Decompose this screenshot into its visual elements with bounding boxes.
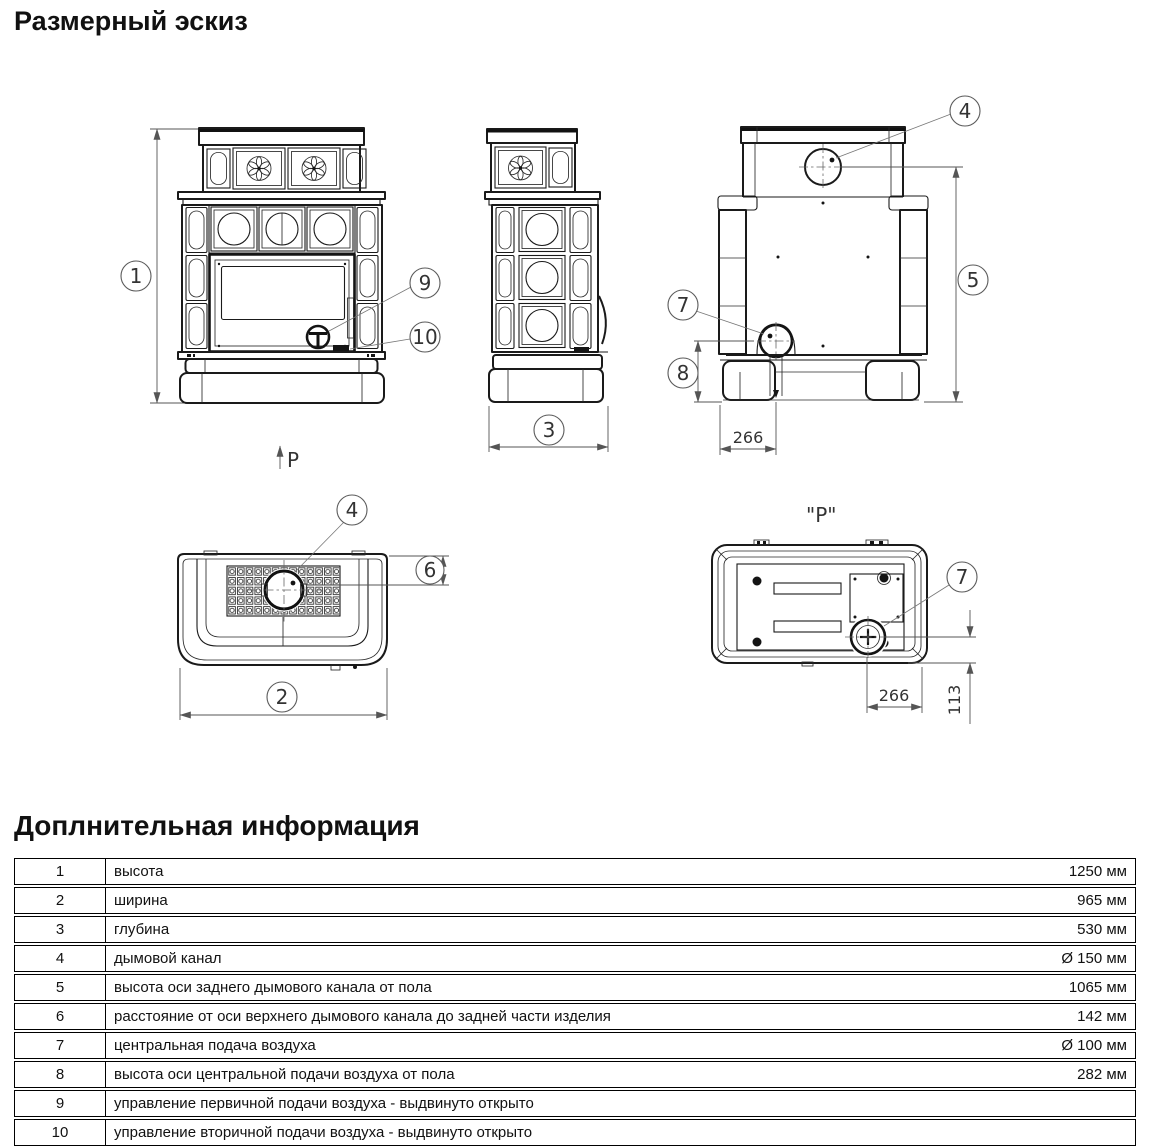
row-num: 1: [14, 858, 106, 885]
table-row: [14, 1003, 1136, 1030]
row-label: дымовой канал: [106, 945, 969, 972]
callout-6-label: 6: [423, 558, 437, 582]
table-row: [14, 1119, 1136, 1146]
side-view: [485, 129, 608, 452]
table-row: [14, 1061, 1136, 1088]
row-num: 2: [14, 887, 106, 914]
callout-7-bottom: [947, 562, 977, 592]
dimensional-sketch: [0, 92, 1150, 740]
page-title: Размерный эскиз: [14, 6, 248, 36]
dim-266-rear: 266: [732, 428, 764, 447]
row-num: 6: [14, 1003, 106, 1030]
callout-5: [958, 265, 988, 295]
row-value: 142 мм: [969, 1003, 1136, 1030]
dim-266-bottom: 266: [878, 686, 910, 705]
door-glass: [222, 267, 345, 320]
callout-3-label: 3: [542, 418, 556, 442]
callout-7-bottom-label: 7: [955, 565, 969, 589]
dim-113-bottom: 113: [945, 684, 964, 716]
callout-8: [668, 358, 698, 388]
fire-door: [210, 255, 355, 353]
table-row: [14, 887, 1136, 914]
section-title: Доплнительная информация: [14, 810, 420, 841]
callout-4-label: 4: [958, 99, 972, 123]
row-num: 8: [14, 1061, 106, 1088]
callout-7: [668, 290, 698, 320]
row-value: 530 мм: [969, 916, 1136, 943]
callout-6: [416, 556, 444, 584]
row-label: глубина: [106, 916, 969, 943]
row-label: центральная подача воздуха: [106, 1032, 969, 1059]
callout-4: [950, 96, 980, 126]
row-value: Ø 100 мм: [969, 1032, 1136, 1059]
side-tiles: [496, 208, 591, 349]
top-view: [178, 495, 449, 720]
row-label: расстояние от оси верхнего дымового канала до задней части изделия: [106, 1003, 969, 1030]
row-value: Ø 150 мм: [969, 945, 1136, 972]
front-view: [121, 128, 440, 472]
callout-2-label: 2: [275, 685, 289, 709]
row-num: 4: [14, 945, 106, 972]
callout-10-label: 10: [412, 325, 438, 349]
p-direction-arrow: [280, 446, 299, 472]
callout-9-label: 9: [418, 271, 432, 295]
table-row: [14, 1032, 1136, 1059]
row-num: 7: [14, 1032, 106, 1059]
callout-3: [534, 415, 564, 445]
table-row: [14, 974, 1136, 1001]
info-table: [14, 856, 1136, 1147]
callout-4-top: [337, 495, 367, 525]
row-value: 1250 мм: [969, 858, 1136, 885]
secondary-air-slider: [333, 345, 349, 351]
row-label: управление вторичной подачи воздуха - выдвинуто открыто: [106, 1119, 969, 1146]
table-row: [14, 1090, 1136, 1117]
row-num: 3: [14, 916, 106, 943]
callout-1: [121, 261, 151, 291]
callout-7-label: 7: [676, 293, 690, 317]
row-value: 1065 мм: [969, 974, 1136, 1001]
callout-1-label: 1: [129, 264, 143, 288]
row-num: 5: [14, 974, 106, 1001]
row-value: 965 мм: [969, 887, 1136, 914]
callout-2: [267, 682, 297, 712]
table-row: [14, 916, 1136, 943]
rear-view: [668, 96, 988, 455]
callout-10: [410, 322, 440, 352]
bottom-view: [712, 503, 977, 724]
row-label: ширина: [106, 887, 969, 914]
view-p-title: "P": [806, 503, 837, 527]
callout-4-top-label: 4: [345, 498, 359, 522]
row-value: 282 мм: [969, 1061, 1136, 1088]
table-row: [14, 858, 1136, 885]
row-label: управление первичной подачи воздуха - выдвинуто открыто: [106, 1090, 969, 1117]
row-num: 10: [14, 1119, 106, 1146]
callout-8-label: 8: [676, 361, 690, 385]
row-label: высота оси центральной подачи воздуха от пола: [106, 1061, 969, 1088]
primary-air-knob: [307, 326, 329, 348]
p-arrow-label: P: [287, 448, 300, 472]
row-num: 9: [14, 1090, 106, 1117]
callout-5-label: 5: [966, 268, 980, 292]
row-value: [969, 1119, 1136, 1146]
row-label: высота: [106, 858, 969, 885]
smoke-channel-outlet: [799, 144, 847, 191]
row-value: [969, 1090, 1136, 1117]
callout-9: [410, 268, 440, 298]
row-label: высота оси заднего дымового канала от пола: [106, 974, 969, 1001]
table-row: [14, 945, 1136, 972]
door-handle: [599, 296, 606, 344]
